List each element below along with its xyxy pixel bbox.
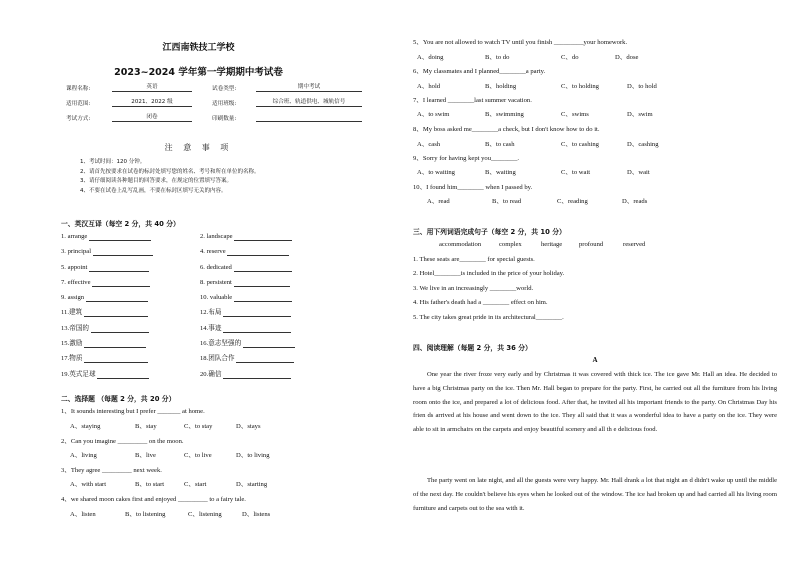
translation-item: 4. reserve <box>200 248 295 263</box>
option: A、read <box>427 198 450 205</box>
question: 1、It sounds interesting but I prefer _______ at home. <box>61 408 205 415</box>
word-bank-item: accommodation <box>439 241 482 248</box>
option: D、cashing <box>627 141 659 148</box>
option: D、to living <box>236 452 270 459</box>
info-value: 闭卷 <box>112 113 192 122</box>
option: C、to holding <box>561 83 599 90</box>
fill-sentence: 3. We live in an increasingly ________world. <box>413 285 534 292</box>
question: 2、Can you imagine _________ on the moon. <box>61 438 184 445</box>
option: B、to do <box>485 54 510 61</box>
info-value: 2021、2022 级 <box>112 98 192 107</box>
info-value: 期中考试 <box>256 83 362 92</box>
option: D、dose <box>615 54 639 61</box>
question: 9、Sorry for having kept you________. <box>413 155 520 162</box>
notice-item: 3、请仔细阅读各种题目的回答要求，在规定的位置填写答案。 <box>80 178 233 184</box>
translation-item: 3. principal <box>61 248 153 263</box>
option: D、reads <box>622 198 648 205</box>
translation-item: 5. appoint <box>61 264 153 279</box>
option: A、cash <box>417 141 441 148</box>
option: A、with start <box>70 481 107 488</box>
option: D、swim <box>627 111 653 118</box>
question: 6、My classmates and I planned________a party. <box>413 68 546 75</box>
option: B、waiting <box>485 169 516 176</box>
option: C、start <box>184 481 207 488</box>
translation-right-column <box>200 233 295 386</box>
translation-item: 14.事迹 <box>200 325 295 340</box>
notice-item: 2、请首先按要求在试卷的标封处填写您的姓名、考号和所在单位的名称。 <box>80 168 260 175</box>
translation-item: 15.激励 <box>61 340 153 355</box>
translation-item: 12.布局 <box>200 309 295 324</box>
translation-left-column <box>61 233 153 386</box>
notice-title: 注 意 事 项 <box>164 143 233 152</box>
passage-paragraph: The party went on late night, and all the guests were very happy. Mr. Hall drank a lot that night an d didn't wake up until the middle of the next day. He couldn't believe his eyes when he looked out of the window. The ice had broken up and had carried all his living room furniture and carpets out to the sea with it. <box>413 477 777 512</box>
option: D、starting <box>236 481 268 488</box>
translation-item: 19.英式足球 <box>61 371 153 386</box>
question: 5、You are not allowed to watch TV until you finish _________your homework. <box>413 39 628 46</box>
option: D、to hold <box>627 83 657 90</box>
option: A、to waiting <box>417 169 455 176</box>
option: B、swimming <box>485 111 524 118</box>
option: B、live <box>135 452 156 459</box>
translation-item: 20.确信 <box>200 371 295 386</box>
option: C、listening <box>188 511 222 518</box>
info-label: 考试方式: <box>66 116 91 122</box>
translation-item: 2. landscape <box>200 233 295 248</box>
option: B、to listening <box>125 511 166 518</box>
question: 10、I found him________ when I passed by. <box>413 184 533 191</box>
fill-sentence: 4. His father's death had a ________ effect on him. <box>413 299 548 306</box>
translation-item: 18.团队合作 <box>200 355 295 370</box>
option: A、living <box>70 452 97 459</box>
option: C、to cashing <box>561 141 599 148</box>
right-page <box>397 0 794 561</box>
translation-item: 6. dedicated <box>200 264 295 279</box>
question: 8、My boss asked me________a check, but I don't know how to do it. <box>413 126 600 133</box>
fill-sentence: 5. The city takes great pride in its architectural________. <box>413 314 564 321</box>
fill-sentence: 1. These seats are________ for special guests. <box>413 256 535 263</box>
question: 7、I learned ________last summer vacation. <box>413 97 532 104</box>
option: A、listen <box>70 511 96 518</box>
notice-item: 4、不要在试卷上乱写乱画，不要在标封区填写无关的内容。 <box>80 187 227 194</box>
info-label: 试卷类型: <box>212 86 237 92</box>
option: A、hold <box>417 83 441 90</box>
option: C、to wait <box>561 169 591 176</box>
translation-item: 13.帝国的 <box>61 325 153 340</box>
exam-title: 2023~2024 学年第一学期期中考试卷 <box>114 67 283 78</box>
option: C、reading <box>557 198 588 205</box>
option: B、to cash <box>485 141 515 148</box>
word-bank-item: reserved <box>623 241 646 248</box>
option: B、holding <box>485 83 517 90</box>
info-label: 课程名称: <box>66 86 91 92</box>
translation-item: 10. valuable <box>200 294 295 309</box>
notice-list <box>80 158 260 196</box>
info-value <box>256 113 362 122</box>
info-value: 英语 <box>112 83 192 92</box>
translation-item: 16.意志坚强的 <box>200 340 295 355</box>
option: C、do <box>561 54 579 61</box>
info-label: 适用班级: <box>212 101 237 107</box>
option: A、to swim <box>417 111 450 118</box>
translation-item: 7. effective <box>61 279 153 294</box>
question: 3、They agree _________ next week. <box>61 467 162 474</box>
section-title: 三、用下列词语完成句子（每空 2 分，共 10 分） <box>413 228 566 236</box>
word-bank-item: heritage <box>541 241 563 248</box>
notice-item: 1、考试时间：120 分钟。 <box>80 159 146 165</box>
option: B、to read <box>492 198 522 205</box>
info-label: 印刷数量: <box>212 116 237 122</box>
option: B、stay <box>135 423 157 430</box>
fill-sentence: 2. Hotel________is included in the price of your holiday. <box>413 270 565 277</box>
option: A、doing <box>417 54 444 61</box>
option: B、to start <box>135 481 165 488</box>
option: C、swims <box>561 111 589 118</box>
info-label: 适用范围: <box>66 101 91 107</box>
passage-label: A <box>592 356 598 364</box>
word-bank-item: profound <box>579 241 604 248</box>
school-name: 江西南铁技工学校 <box>162 43 235 53</box>
option: C、to stay <box>184 423 213 430</box>
option: D、listens <box>242 511 271 518</box>
section-title: 一、英汉互译（每空 2 分，共 40 分） <box>61 220 180 228</box>
option: A、staying <box>70 423 101 430</box>
translation-item: 17.物质 <box>61 355 153 370</box>
translation-item: 9. assign <box>61 294 153 309</box>
passage-paragraph: One year the river froze very early and by Christmas it was covered with thick ice. The ice gave Mr. Hall an idea. He decided to have a big Christmas party on the ice. Then Mr. Hall began to prepare for the party. First, he carried out all the furniture from his living room onto the ice, and prepared a lot of delicious food. After that, he invited all his important friends to the party. On Christmas Day his frien ds arrived at his house and went down to the ice. They all said that it was a wonderful idea to have a party on the ice. They were able to sit in armchairs on the carpets and enjoy beautiful scenery and all th e delicious food. <box>413 371 777 434</box>
word-bank-item: complex <box>499 241 522 248</box>
translation-item: 8. persistent <box>200 279 295 294</box>
info-value: 综合班、轨道供电、城轨信号 <box>256 98 362 107</box>
translation-item: 11.建筑 <box>61 309 153 324</box>
option: D、wait <box>627 169 650 176</box>
option: C、to live <box>184 452 212 459</box>
section-title: 二、选择题 （每题 2 分，共 20 分） <box>61 395 176 403</box>
section-title: 四、阅读理解（每题 2 分，共 36 分） <box>413 344 532 352</box>
option: D、stays <box>236 423 261 430</box>
translation-item: 1. arrange <box>61 233 153 248</box>
question: 4、we shared moon cakes first and enjoyed _________ to a fairy tale. <box>61 496 246 503</box>
